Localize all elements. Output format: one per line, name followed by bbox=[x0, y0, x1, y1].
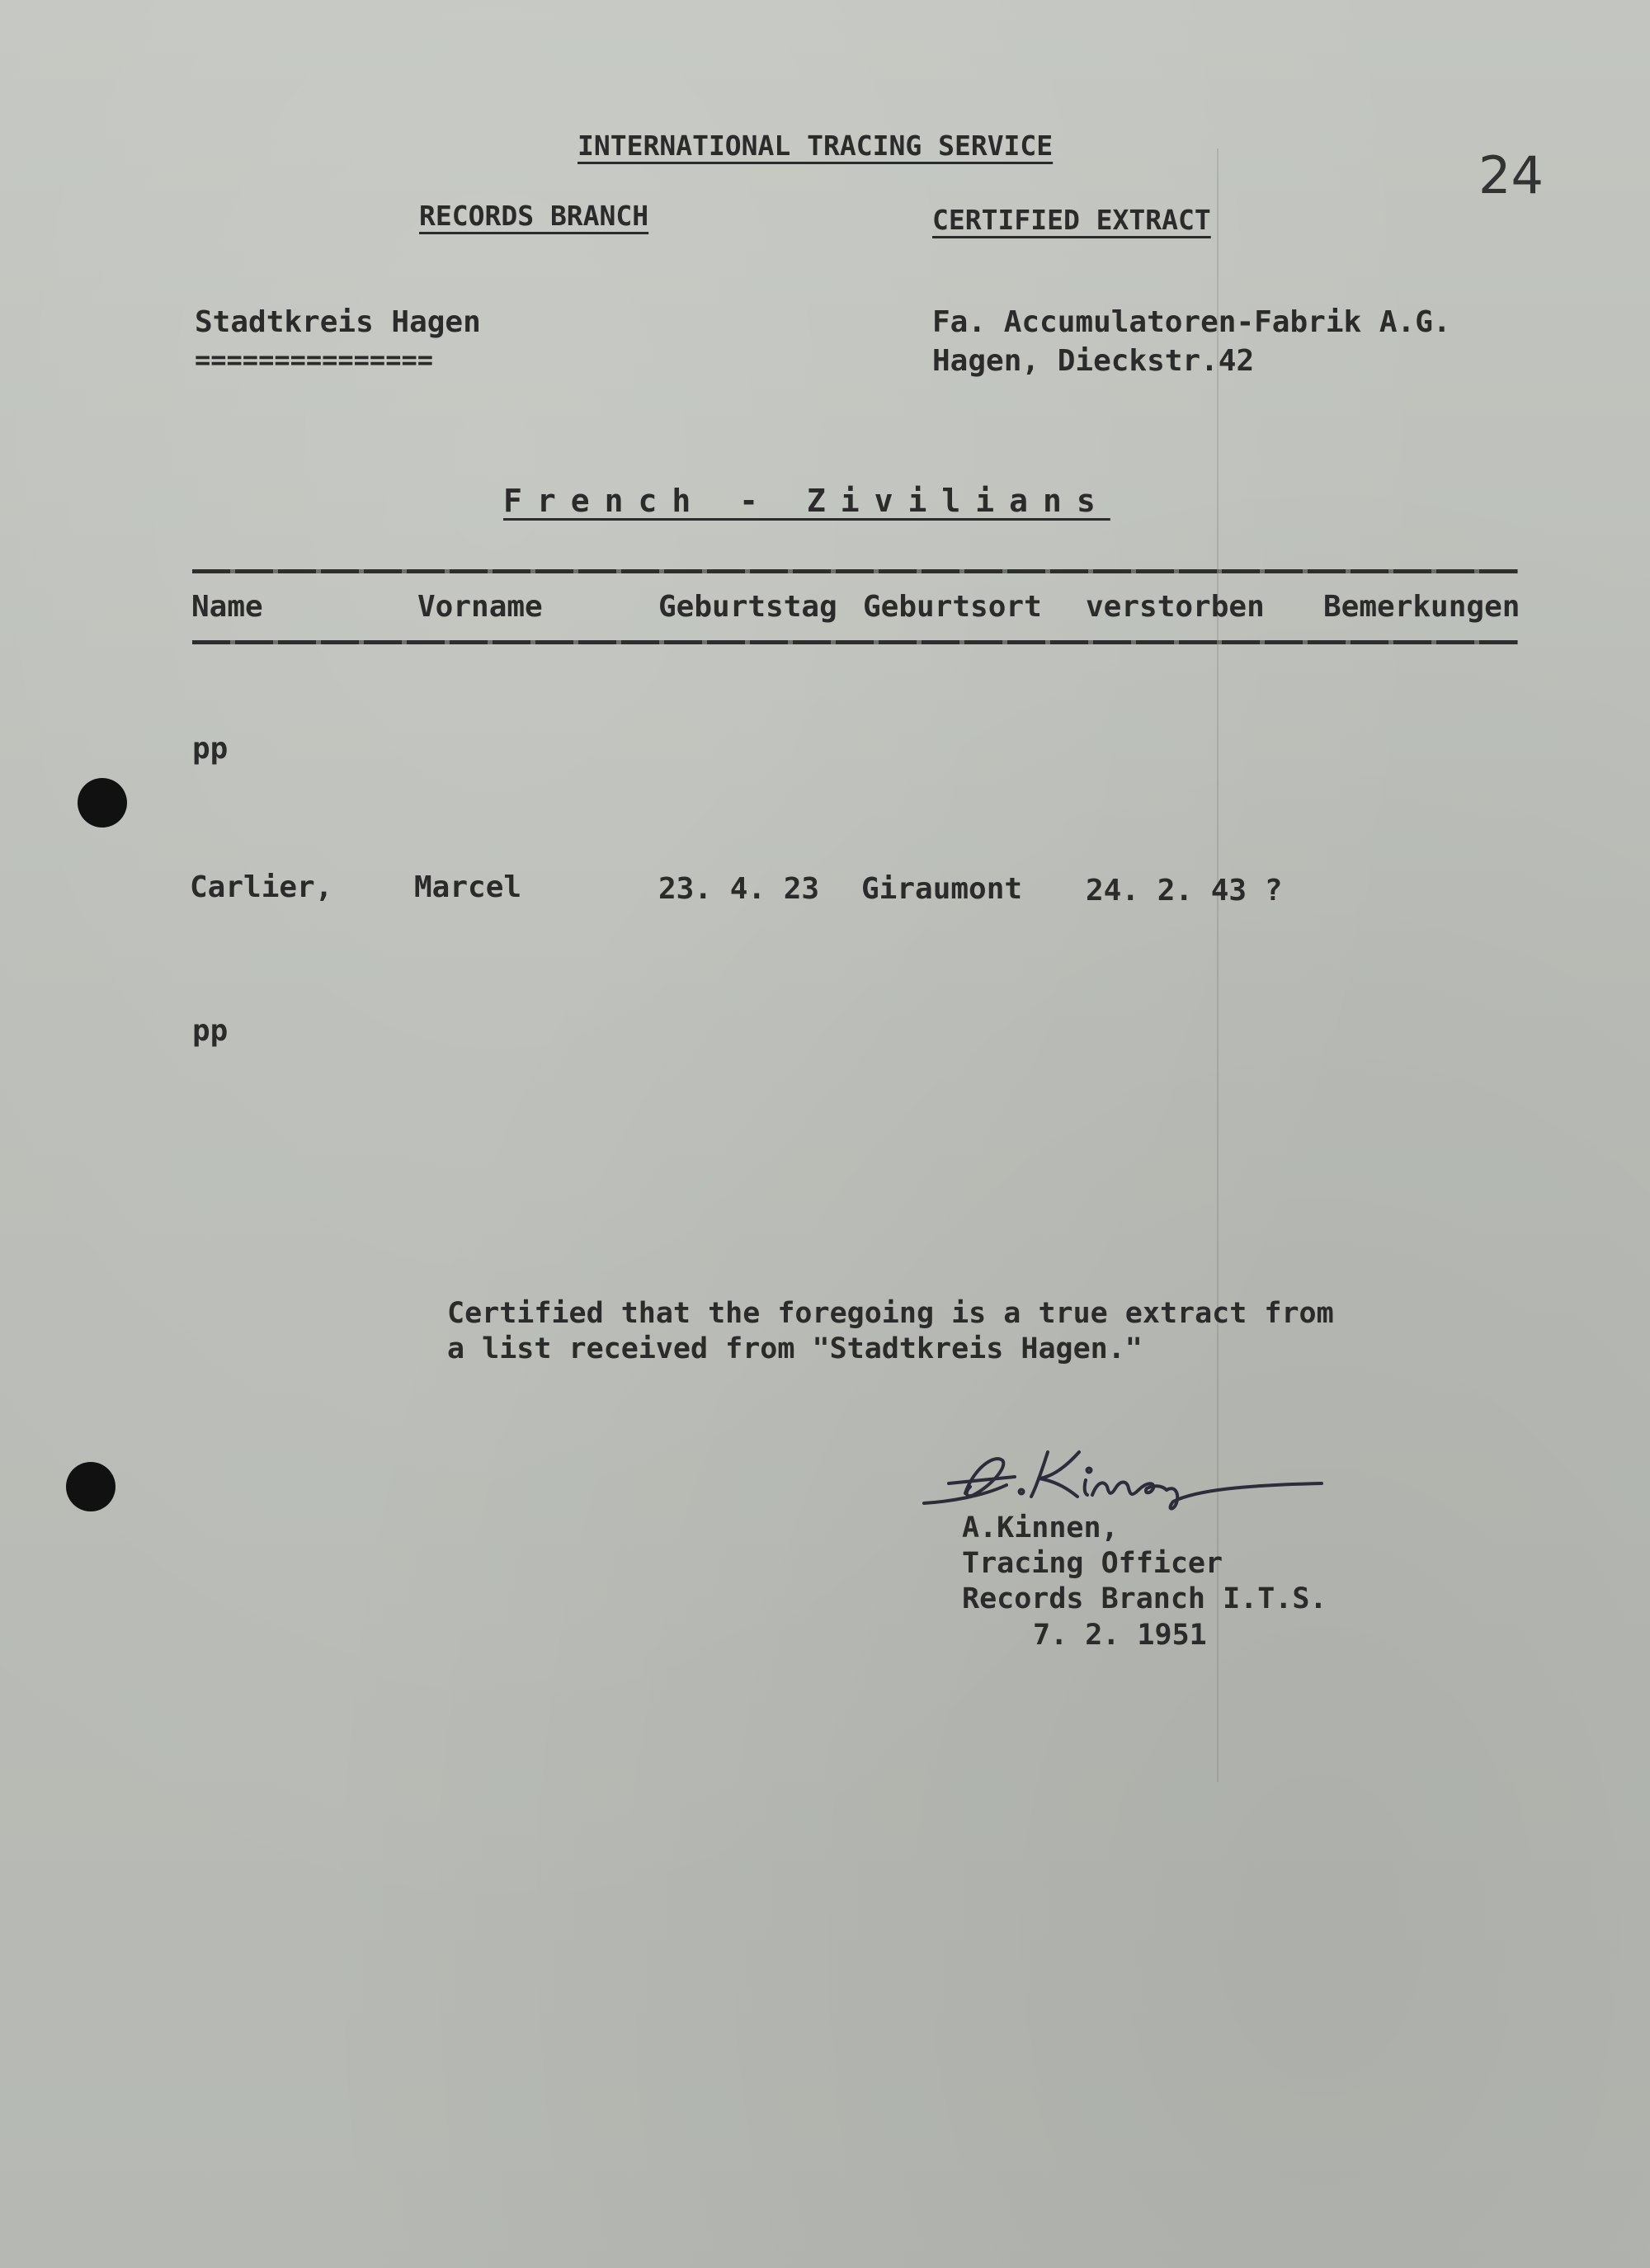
column-header: Bemerkungen bbox=[1323, 590, 1520, 624]
page-number: 24 bbox=[1478, 145, 1544, 205]
signature-date: 7. 2. 1951 bbox=[1033, 1619, 1207, 1652]
organization-heading: INTERNATIONAL TRACING SERVICE bbox=[578, 130, 1054, 162]
document-type-heading: CERTIFIED EXTRACT bbox=[932, 204, 1211, 236]
signatory-office: Records Branch I.T.S. bbox=[962, 1582, 1327, 1615]
page-marker-pp: pp bbox=[192, 732, 229, 766]
company-address: Hagen, Dieckstr.42 bbox=[932, 344, 1255, 378]
table-rule-bottom bbox=[192, 640, 1518, 644]
page-marker-pp: pp bbox=[192, 1014, 229, 1048]
paper-fold-line bbox=[1217, 149, 1219, 1782]
certification-line: a list received from "Stadtkreis Hagen." bbox=[447, 1332, 1143, 1365]
cell-vorname: Marcel bbox=[414, 870, 522, 904]
column-header: Geburtstag bbox=[658, 590, 837, 624]
cell-name: Carlier, bbox=[190, 870, 333, 904]
district-underline: =============== bbox=[195, 344, 433, 375]
column-header: Vorname bbox=[417, 590, 543, 624]
cell-geburtstag: 23. 4. 23 bbox=[658, 872, 820, 906]
signatory-name: A.Kinnen, bbox=[962, 1511, 1119, 1544]
company-name: Fa. Accumulatoren-Fabrik A.G. bbox=[932, 305, 1451, 339]
list-title: French - Zivilians bbox=[503, 483, 1110, 519]
signatory-title: Tracing Officer bbox=[962, 1547, 1223, 1580]
column-header: Geburtsort bbox=[863, 590, 1042, 624]
district-label: Stadtkreis Hagen bbox=[195, 305, 481, 339]
cell-verstorben: 24. 2. 43 ? bbox=[1086, 874, 1283, 908]
cell-geburtsort: Giraumont bbox=[861, 872, 1023, 906]
punch-hole bbox=[66, 1462, 116, 1511]
column-header: Name bbox=[191, 590, 263, 624]
punch-hole bbox=[78, 778, 127, 828]
table-rule-top bbox=[192, 569, 1518, 573]
certification-line: Certified that the foregoing is a true extract from bbox=[447, 1297, 1334, 1330]
column-header: verstorben bbox=[1086, 590, 1265, 624]
handwritten-signature bbox=[916, 1436, 1328, 1518]
branch-heading: RECORDS BRANCH bbox=[419, 200, 649, 232]
